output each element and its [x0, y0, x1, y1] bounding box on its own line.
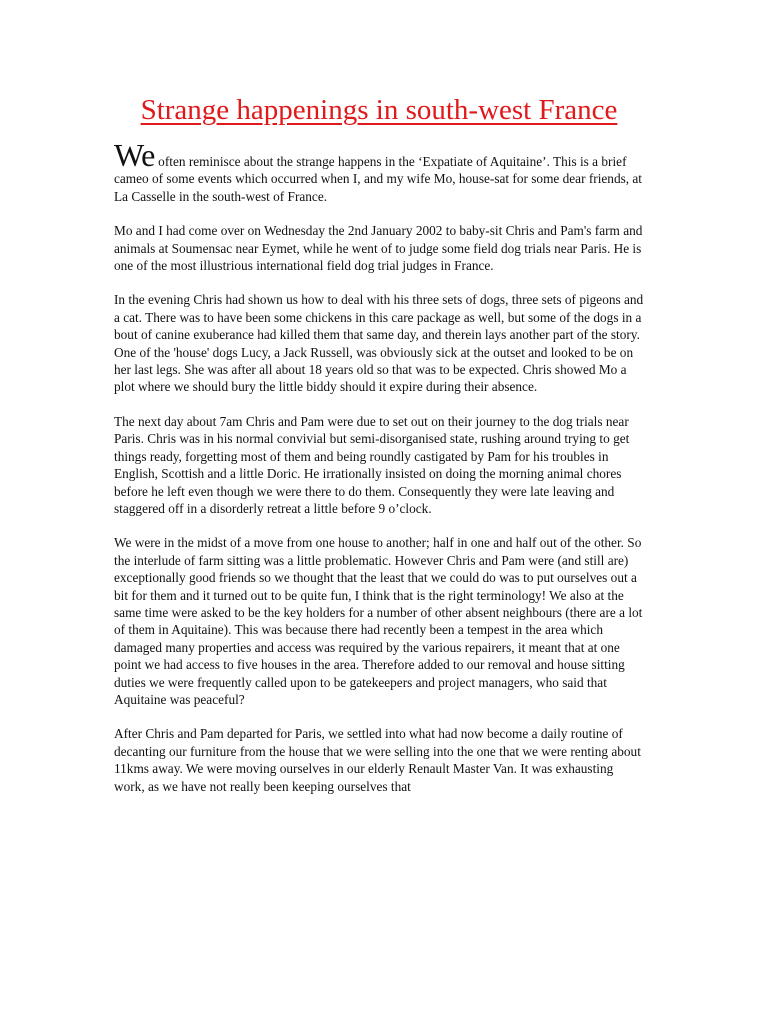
document-body: [114, 92, 644, 812]
intro-paragraph: [114, 137, 644, 205]
document-title: Strange happenings in south-west France: [140, 94, 618, 126]
paragraph: Mo and I had come over on Wednesday the 2nd January 2002 to baby-sit Chris and Pam's farm and animals at Soumensac near Eymet, while he went of to judge some field dog trials near Paris. He is one of the most illustrious international field dog trial judges in France.: [114, 223, 643, 274]
paragraph: The next day about 7am Chris and Pam were due to set out on their journey to the dog trials near Paris. Chris was in his normal convivial but semi-disorganised state, rushing around trying to get things ready, forgetting most of them and being roundly castigated by Pam for his troubles in English, Scottish and a little Doric. He irrationally insisted on doing the morning animal chores before he left even though we were there to do them. Consequently they were late leaving and staggered off in a disorderly retreat a little before 9 o’clock.: [114, 413, 630, 516]
paragraph: We were in the midst of a move from one house to another; half in one and half out of the other. So the interlude of farm sitting was a little problematic. However Chris and Pam were (and still are) exceptionally good friends so we thought that the least that we could do was to put ourselves out a bit for them and it turned out to be quite fun, I think that is the right terminology! We also at the same time were asked to be the key holders for a number of other absent neighbours (there are a lot of them in Aquitaine). This was because there had recently been a tempest in the area which damaged many properties and access was required by the various repairers, it meant that at one point we had access to five houses in the area. Therefore added to our removal and house sitting duties we were frequently called upon to be gatekeepers and project managers, who said that Aquitaine was peaceful?: [114, 535, 643, 707]
intro-text: often reminisce about the strange happens in the ‘Expatiate of Aquitaine’. This is a brief cameo of some events which occurred when I, and my wife Mo, house-sat for some dear friends, at La Casselle in the south-west of France.: [114, 154, 643, 204]
paragraph: After Chris and Pam departed for Paris, we settled into what had now become a daily routine of decanting our furniture from the house that we were selling into the one that we were renting about 11kms away. We were moving ourselves in our elderly Renault Master Van. It was exhausting work, as we have not really been keeping ourselves that: [114, 726, 641, 794]
intro-drop-word: We: [114, 137, 155, 173]
paragraph: In the evening Chris had shown us how to deal with his three sets of dogs, three sets of pigeons and a cat. There was to have been some chickens in this care package as well, but some of the dogs in a bout of canine exuberance had killed them that same day, and therein lays another part of the story. One of the 'house' dogs Lucy, a Jack Russell, was obviously sick at the outset and looked to be on her last legs. She was after all about 18 years old so that was to be expected. Chris showed Mo a plot where we should bury the little biddy should it expire during their absence.: [114, 292, 644, 395]
